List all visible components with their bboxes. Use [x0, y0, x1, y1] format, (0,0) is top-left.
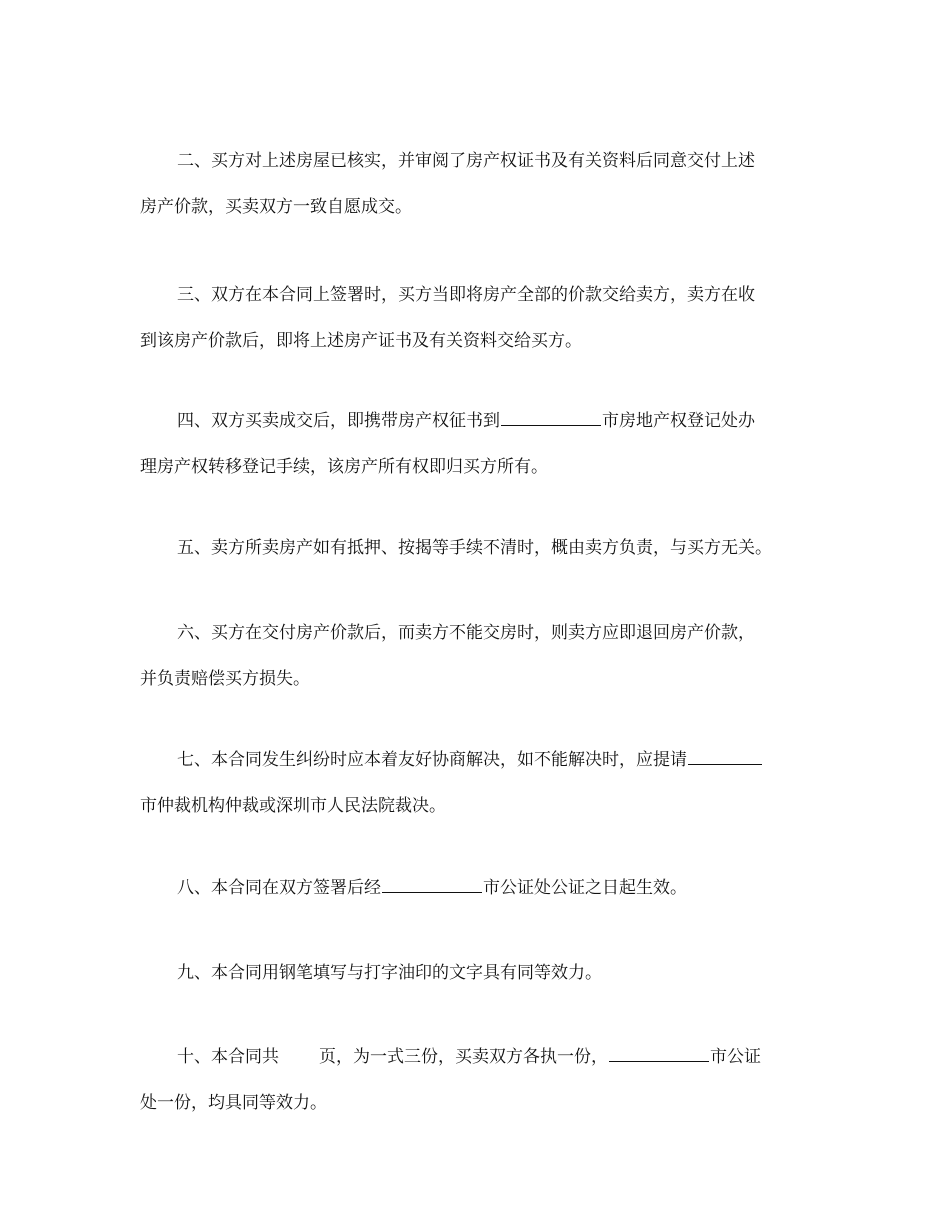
clause-10 — [140, 1047, 815, 1113]
clause-7-line-2: 市仲裁机构仲裁或深圳市人民法院裁决。 — [140, 796, 446, 816]
clause-10-line-2: 处一份，均具同等效力。 — [140, 1093, 327, 1113]
clause-2-line-2: 房产价款，买卖双方一致自愿成交。 — [140, 197, 412, 217]
arbitration-city-blank[interactable] — [688, 750, 762, 765]
clause-8-text-before-blank: 八、本合同在双方签署后经 — [177, 878, 381, 898]
clause-2 — [140, 151, 815, 217]
clause-8-text-after-blank: 市公证处公证之日起生效。 — [483, 878, 687, 898]
clause-2-line-1: 二、买方对上述房屋已核实，并审阅了房产权证书及有关资料后同意交付上述 — [177, 151, 755, 171]
clause-6-line-1: 六、买方在交付房产价款后，而卖方不能交房时，则卖方应即退回房产价款， — [177, 623, 755, 643]
clause-10-text-b: 页，为一式三份，买卖双方各执一份， — [319, 1047, 608, 1067]
notary-city-blank[interactable] — [382, 878, 482, 893]
clause-10-text-a: 十、本合同共 — [177, 1047, 279, 1067]
clause-6-line-2: 并负责赔偿买方损失。 — [140, 669, 310, 689]
clause-8-line-1 — [140, 878, 815, 898]
clause-4-text-after-blank: 市房地产权登记处办 — [602, 411, 755, 431]
clause-3-line-2: 到该房产价款后，即将上述房产证书及有关资料交给买方。 — [140, 331, 582, 351]
clause-9 — [140, 963, 815, 983]
clause-4-text-before-blank: 四、双方买卖成交后，即携带房产权征书到 — [177, 411, 500, 431]
clause-10-text-c: 市公证 — [710, 1047, 761, 1067]
city-name-blank[interactable] — [501, 411, 601, 426]
clause-3 — [140, 285, 815, 351]
clause-6 — [140, 623, 815, 689]
clause-5 — [140, 538, 815, 558]
clause-10-line-1 — [140, 1047, 815, 1067]
clause-7-line-1 — [140, 750, 815, 770]
clause-7-text-before-blank: 七、本合同发生纠纷时应本着友好协商解决，如不能解决时，应提请 — [177, 750, 687, 770]
clause-3-line-1: 三、双方在本合同上签署时，买方当即将房产全部的价款交给卖方，卖方在收 — [177, 285, 755, 305]
copy-city-blank[interactable] — [609, 1047, 709, 1062]
clause-8 — [140, 878, 815, 898]
clause-7 — [140, 750, 815, 816]
clause-5-line-1: 五、卖方所卖房产如有抵押、按揭等手续不清时，概由卖方负责，与买方无关。 — [177, 538, 772, 558]
clause-4-line-1 — [140, 411, 815, 431]
clause-4-line-2: 理房产权转移登记手续，该房产所有权即归买方所有。 — [140, 457, 548, 477]
clause-4 — [140, 411, 815, 477]
clause-9-line-1: 九、本合同用钢笔填写与打字油印的文字具有同等效力。 — [177, 963, 602, 983]
